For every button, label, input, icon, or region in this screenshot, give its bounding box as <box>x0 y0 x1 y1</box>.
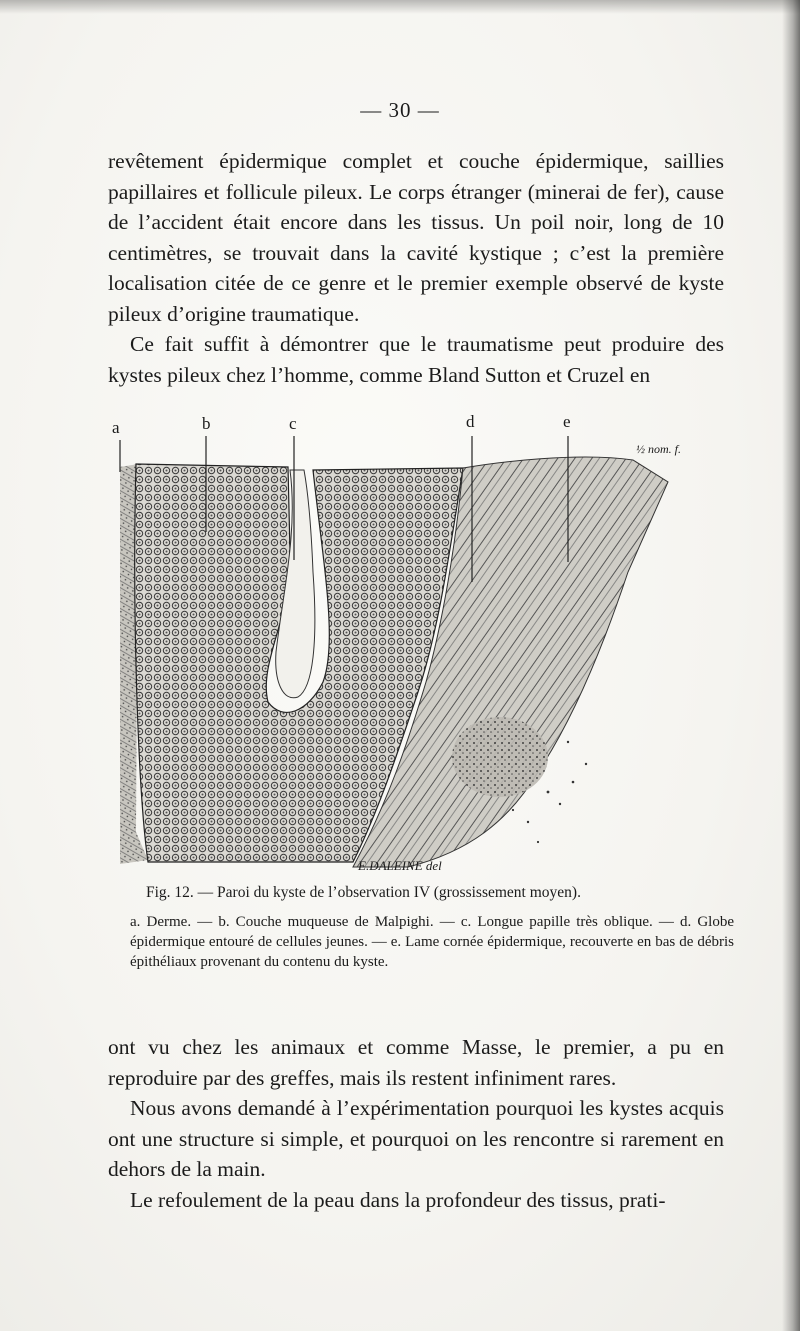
scan-shadow-top <box>0 0 800 14</box>
text-block-bottom <box>108 1032 724 1215</box>
paragraph: Le refoulement de la peau dans la profondeur des tissus, prati- <box>130 1187 666 1212</box>
artist-signature: E.DALEINE del <box>358 858 442 873</box>
figure-legend: a. Derme. — b. Couche muqueuse de Malpighi. — c. Longue papille très oblique. — d. Globe épidermique entouré de cellules jeunes. — e. Lame cornée épidermique, recouverte en bas de débris épithéliaux provenant du contenu du kyste. <box>130 914 734 970</box>
label-d: d <box>466 412 475 431</box>
label-c: c <box>289 414 297 433</box>
scan-shadow-right <box>782 0 800 1331</box>
corner-mark: ½ nom. f. <box>636 442 681 456</box>
figure-caption: Fig. 12. — Paroi du kyste de l’observation IV (grossissement moyen). <box>146 884 581 901</box>
paragraph: revêtement épidermique complet et couche épidermique, saillies papillaires et follicule pileux. Le corps étranger (minerai de fer), cause de l’accident était encore dans les tissus. Un poil noir, long de 10 centimètres, se trouvait dans la cavité kystique ; c’est la première localisation citée de ce genre et le premier exemple observé de kyste pileux d’origine traumatique. <box>108 149 724 326</box>
label-a: a <box>112 418 120 437</box>
text-block-top <box>108 146 724 390</box>
paragraph: ont vu chez les animaux et comme Masse, le premier, a pu en reproduire par des greffes, mais ils restent infiniment rares. <box>108 1035 724 1090</box>
figure-illustration <box>108 412 738 882</box>
histology-figure <box>108 412 738 882</box>
page-number: — 30 — <box>360 98 440 122</box>
paragraph: Ce fait suffit à démontrer que le traumatisme peut produire des kystes pileux chez l’homme, comme Bland Sutton et Cruzel en <box>108 332 724 387</box>
label-b: b <box>202 414 211 433</box>
epidermal-globe <box>452 717 548 797</box>
paragraph: Nous avons demandé à l’expérimentation pourquoi les kystes acquis ont une structure si simple, et pourquoi on les rencontre si rarement en dehors de la main. <box>108 1096 724 1181</box>
label-e: e <box>563 412 571 431</box>
